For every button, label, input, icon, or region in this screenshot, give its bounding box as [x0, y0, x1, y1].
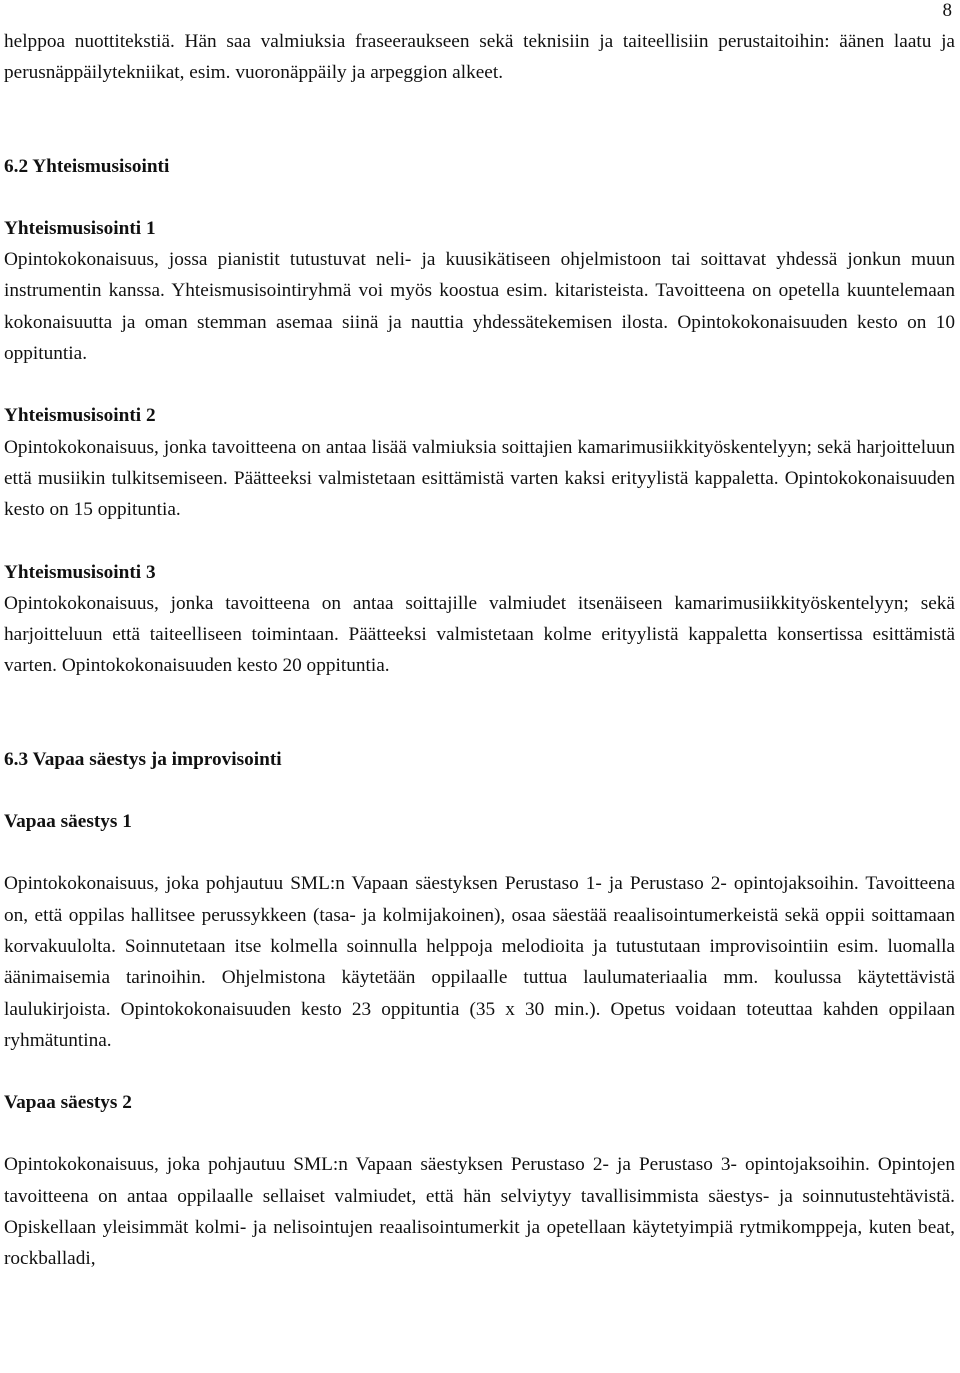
spacer — [4, 837, 955, 868]
spacer — [4, 775, 955, 806]
subheading-vapaa-saestys-2: Vapaa säestys 2 — [4, 1092, 132, 1114]
subheading-yhteismusisointi-3: Yhteismusisointi 3 — [4, 561, 156, 583]
subheading-yhteismusisointi-1: Yhteismusisointi 1 — [4, 217, 156, 239]
paragraph-yhteismusisointi-3: Opintokokonaisuus, jonka tavoitteena on antaa soittajille valmiudet itsenäiseen kamarimusiikkityöskentelyyn; sekä harjoitteluun että taiteelliseen toimintaan. Päätteeksi valmistetaan kolme erityylistä kappaletta konsertissa esittämistä varten. Opintokokonaisuuden kesto 20 oppituntia. — [4, 592, 955, 677]
intro-paragraph: helppoa nuottitekstiä. Hän saa valmiuksia fraseeraukseen sekä teknisiin ja taiteellisiin perustaitoihin: äänen laatu ja perusnäppäilytekniikat, esim. vuoronäppäily ja arpeggion alkeet. — [4, 31, 955, 84]
paragraph-vapaa-saestys-2: Opintokokonaisuus, joka pohjautuu SML:n Vapaan säestyksen Perustaso 2- ja Perustaso 3- opintojaksoihin. Opintojen tavoitteena on antaa oppilaalle sellaiset valmiudet, että hän selviytyy tavallisimmista säestys- ja soinnutustehtävistä. Opiskellaan yleisimmät kolmi- ja nelisointujen reaalisointumerkit ja opetellaan käytetyimpiä rytmikomppeja, kuten beat, rockballadi, — [4, 1154, 955, 1270]
spacer — [4, 682, 955, 744]
section-heading-6-2: 6.2 Yhteismusisointi — [4, 155, 170, 177]
spacer — [4, 182, 955, 213]
paragraph-yhteismusisointi-1: Opintokokonaisuus, jossa pianistit tutustuvat neli- ja kuusikätiseen ohjelmistoon tai soittavat yhdessä jonkun muun instrumentin kanssa. Yhteismusisointiryhmä voi myös koostua esim. kitaristeista. Tavoitteena on opetella kuuntelemaan kokonaisuutta ja oman stemman asemaa siinä ja nauttia yhdessätekemisen ilosta. Opintokokonaisuuden kesto on 10 oppituntia. — [4, 249, 955, 365]
spacer — [4, 526, 955, 557]
paragraph-yhteismusisointi-2: Opintokokonaisuus, jonka tavoitteena on antaa lisää valmiuksia soittajien kamarimusiikkityöskentelyyn; sekä harjoitteluun että musiikin tulkitsemiseen. Päätteeksi valmistetaan esittämistä varten kaksi erityylistä kappaletta. Opintokokonaisuuden kesto on 15 oppituntia. — [4, 436, 955, 521]
subheading-yhteismusisointi-2: Yhteismusisointi 2 — [4, 405, 156, 427]
page-number: 8 — [942, 0, 952, 21]
page-content — [4, 26, 955, 1275]
paragraph-vapaa-saestys-1: Opintokokonaisuus, joka pohjautuu SML:n Vapaan säestyksen Perustaso 1- ja Perustaso 2- opintojaksoihin. Tavoitteena on, että oppilas hallitsee perussykkeen (tasa- ja kolmijakoinen), osaa säestää reaalisointumerkeistä sekä oppii soittamaan korvakuulolta. Soinnutetaan itse kolmella soinnulla helppoja melodioita ja tutustutaan improvisointiin esim. luomalla äänimaisemia tarinoihin. Ohjelmistona käytetään oppilaalle tuttua laulumateriaalia mm. koulussa käytettävistä laulukirjoista. Opintokokonaisuuden kesto 23 oppituntia (35 x 30 min.). Opetus voidaan toteuttaa kahden oppilaan ryhmätuntina. — [4, 873, 955, 1051]
spacer — [4, 89, 955, 151]
spacer — [4, 1118, 955, 1149]
subheading-vapaa-saestys-1: Vapaa säestys 1 — [4, 811, 132, 833]
spacer — [4, 369, 955, 400]
spacer — [4, 1056, 955, 1087]
section-heading-6-3: 6.3 Vapaa säestys ja improvisointi — [4, 748, 282, 770]
